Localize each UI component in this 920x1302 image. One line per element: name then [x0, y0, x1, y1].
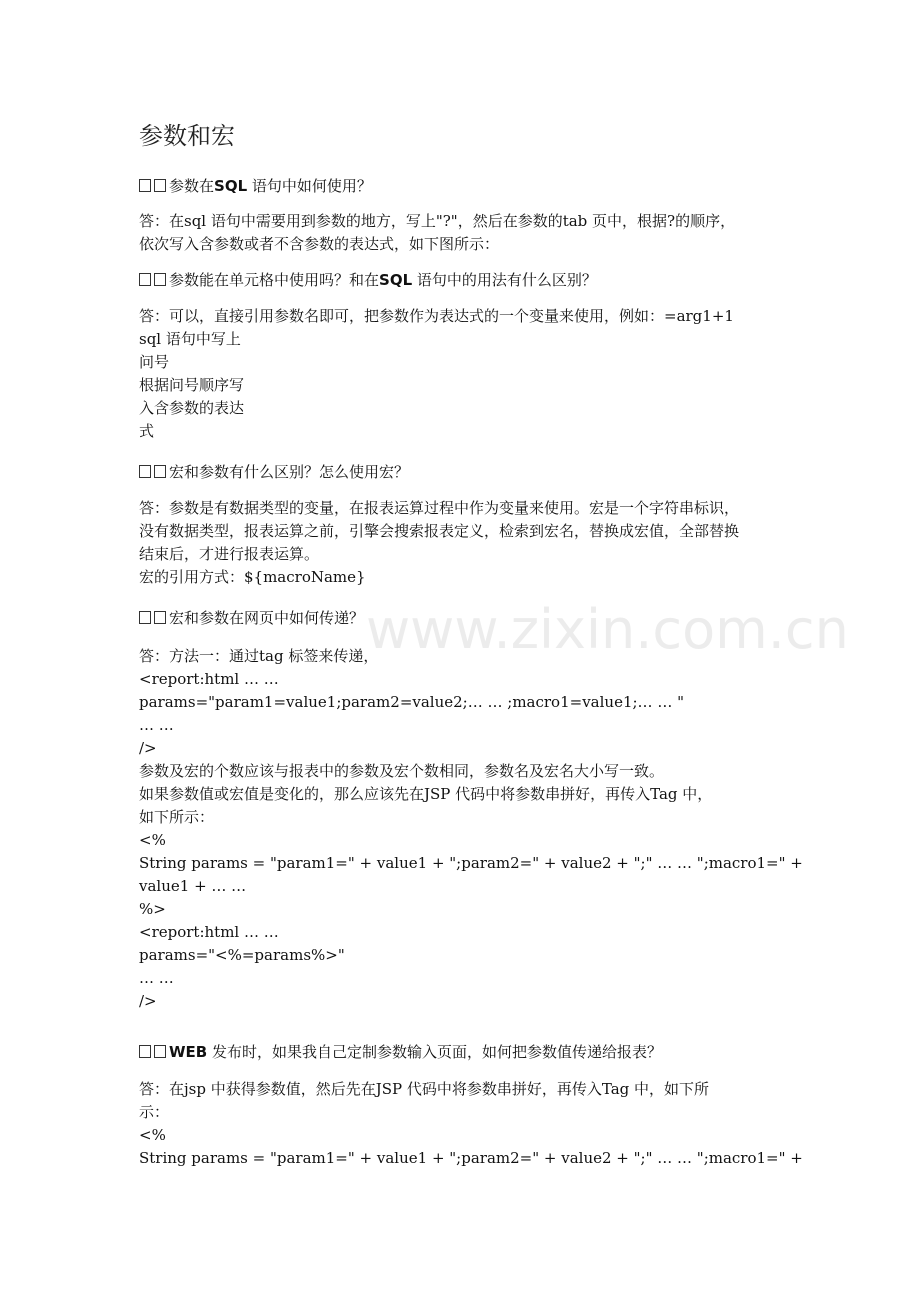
checkbox-icon: [139, 611, 151, 624]
code-line: <report:html … …: [139, 923, 279, 941]
answer-line: 式: [139, 422, 155, 440]
checkbox-icon: [139, 465, 151, 478]
answer-line: 问号: [139, 353, 170, 371]
answer-line: 宏的引用方式：${macroName}: [139, 568, 366, 586]
code-line: params="param1=value1;param2=value2;… … ;macro1=value1;… … ": [139, 693, 684, 711]
code-line: />: [139, 992, 157, 1010]
page-title: 参数和宏: [139, 122, 235, 150]
answer-line: 如果参数值或宏值是变化的，那么应该先在JSP 代码中将参数串拼好，再传入Tag 中，: [139, 785, 713, 803]
answer-block-3: [139, 497, 789, 589]
question-heading: 参数在SQL 语句中如何使用？: [139, 175, 789, 198]
answer-block-5: [139, 1078, 803, 1170]
answer-block-4: [139, 645, 803, 1013]
question-heading: WEB 发布时，如果我自己定制参数输入页面，如何把参数值传递给报表？: [139, 1041, 789, 1064]
checkbox-icon: [139, 1045, 151, 1058]
answer-block-2: [139, 305, 789, 443]
checkbox-icon: [154, 1045, 166, 1058]
checkbox-icon: [154, 465, 166, 478]
answer-block-1: [139, 210, 789, 256]
answer-line: 入含参数的表达: [139, 399, 245, 417]
answer-line: 参数及宏的个数应该与报表中的参数及宏个数相同，参数名及宏名大小写一致。: [139, 762, 665, 780]
faq-item-1: [139, 175, 789, 198]
answer-line: 如下所示：: [139, 808, 215, 826]
checkbox-icon: [154, 611, 166, 624]
code-line: />: [139, 739, 157, 757]
answer-line: 依次写入含参数或者不含参数的表达式，如下图所示：: [139, 235, 500, 253]
answer-line: 答：可以，直接引用参数名即可，把参数作为表达式的一个变量来使用，例如：=arg1+1: [139, 307, 734, 325]
watermark: www.zixin.com.cn: [366, 598, 849, 661]
code-line: <report:html … …: [139, 670, 279, 688]
answer-line: 答：在jsp 中获得参数值，然后先在JSP 代码中将参数串拼好，再传入Tag 中，如下所: [139, 1080, 710, 1098]
code-line: … …: [139, 969, 174, 987]
answer-line: 示：: [139, 1103, 170, 1121]
code-line: … …: [139, 716, 174, 734]
checkbox-icon: [139, 179, 151, 192]
code-line: String params = "param1=" + value1 + ";param2=" + value2 + ";" … … ";macro1=" +: [139, 854, 803, 872]
answer-line: 没有数据类型，报表运算之前，引擎会搜索报表定义，检索到宏名，替换成宏值，全部替换: [139, 522, 740, 540]
answer-line: 结束后，才进行报表运算。: [139, 545, 320, 563]
code-line: value1 + … …: [139, 877, 247, 895]
code-line: %>: [139, 900, 166, 918]
question-heading: 参数能在单元格中使用吗？和在SQL 语句中的用法有什么区别？: [139, 269, 789, 292]
answer-line: 答：方法一：通过tag 标签来传递，: [139, 647, 379, 665]
code-line: <%: [139, 1126, 166, 1144]
checkbox-icon: [139, 273, 151, 286]
answer-line: sql 语句中写上: [139, 330, 241, 348]
checkbox-icon: [154, 179, 166, 192]
faq-item-5: [139, 1041, 789, 1064]
faq-item-4: [139, 607, 789, 630]
code-line: <%: [139, 831, 166, 849]
answer-line: 根据问号顺序写: [139, 376, 245, 394]
code-line: String params = "param1=" + value1 + ";param2=" + value2 + ";" … … ";macro1=" +: [139, 1149, 803, 1167]
question-heading: 宏和参数在网页中如何传递？: [139, 607, 789, 630]
answer-line: 答：参数是有数据类型的变量，在报表运算过程中作为变量来使用。宏是一个字符串标识，: [139, 499, 740, 517]
answer-line: 答：在sql 语句中需要用到参数的地方，写上"?"，然后在参数的tab 页中，根据?的顺序，: [139, 212, 736, 230]
faq-item-3: [139, 461, 789, 484]
code-line: params="<%=params%>": [139, 946, 345, 964]
question-heading: 宏和参数有什么区别？怎么使用宏？: [139, 461, 789, 484]
faq-item-2: [139, 269, 789, 292]
checkbox-icon: [154, 273, 166, 286]
